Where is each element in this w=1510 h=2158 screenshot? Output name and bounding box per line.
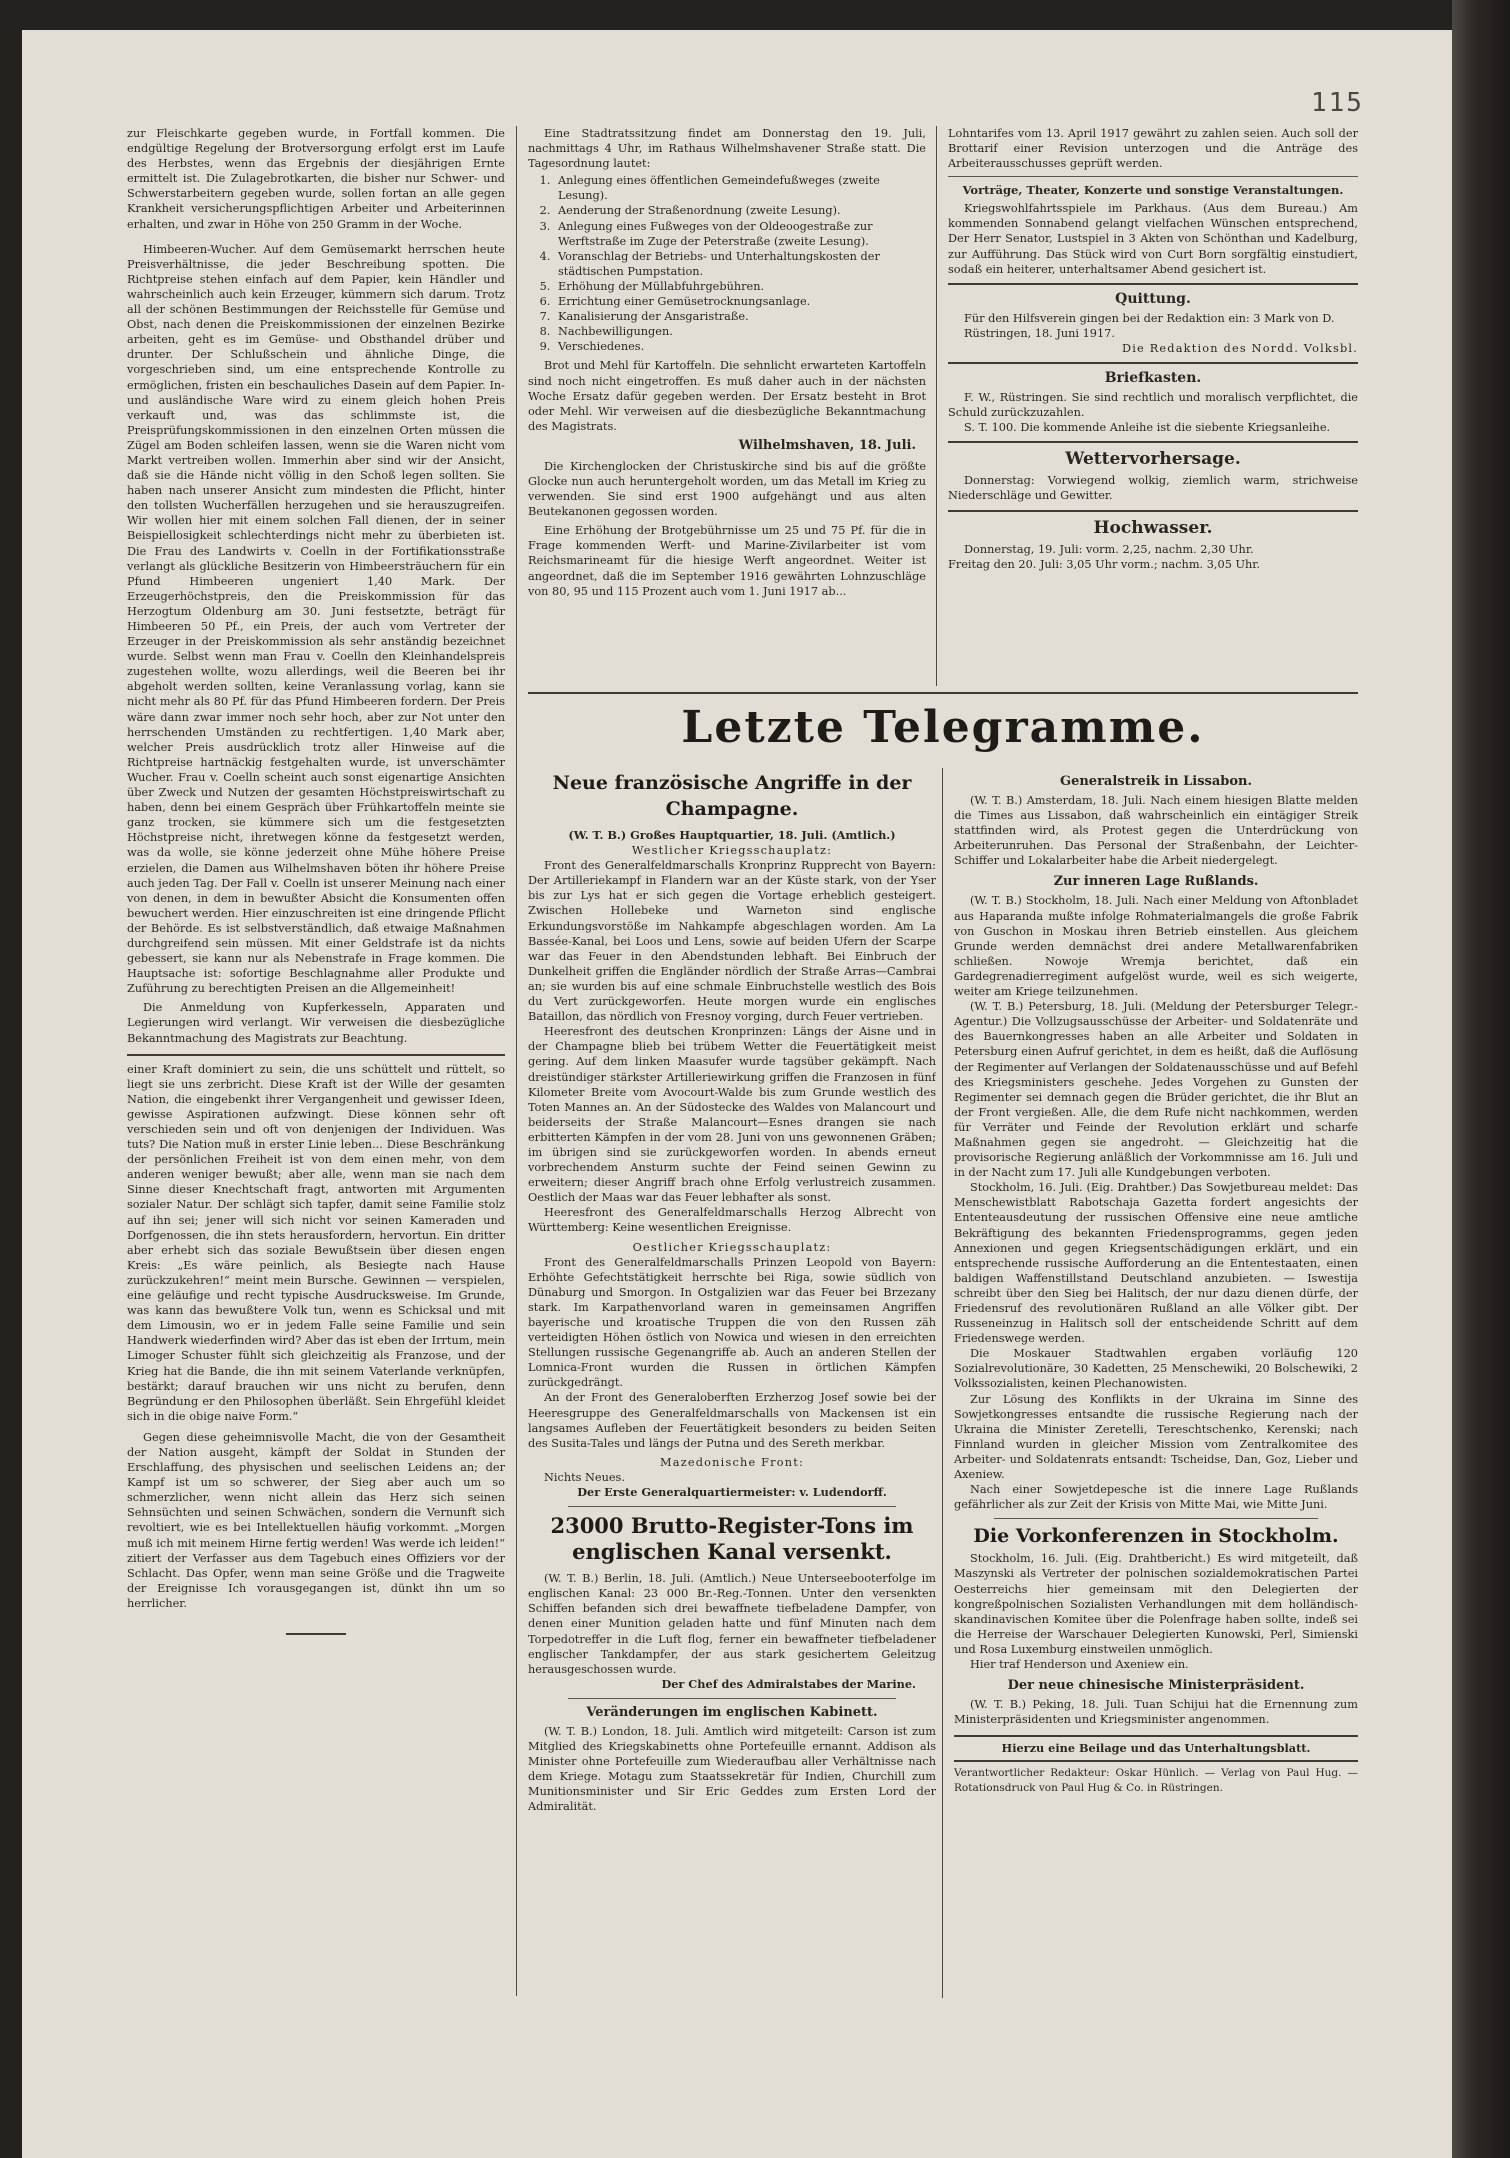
column-divider <box>127 1054 505 1056</box>
receipt-heading: Quittung. <box>1115 290 1191 307</box>
column-rule-1 <box>516 126 517 1996</box>
letterbox-heading: Briefkasten. <box>1104 370 1202 387</box>
uboat-headline: 23000 Brutto-Register-Tons im englischen Kanal versenkt. <box>550 1513 914 1565</box>
rule <box>948 176 1358 177</box>
column-local-news <box>127 126 505 1966</box>
rule <box>568 1506 896 1507</box>
rule <box>994 1518 1318 1519</box>
ukraine-conflict-report: Zur Lösung des Konflikts in der Ukraina im Sinne des Sowjetkongresses entsandte die russische Regierung nach der Ukraina die Minister Zeretelli, Tereschtschenko, Kerenski; nach Finnland wurden in gleicher Mission vom Zentralkomitee des Arbeiter- und Soldatenrats entsandt: Tscheidse, Dan, Goz, Lieber und Axeniew. <box>954 1392 1358 1482</box>
bread-regulation-paragraph: zur Fleischkarte gegeben wurde, in Fortfall kommen. Die endgültige Regelung der Brotversorgung erfolgt erst im Laufe des Herbstes, wenn das Ergebnis der diesjährigen Ernte ermittelt ist. Die Zulagebrotkarten, die bisher nur Schwer- und Schwerstarbeitern gegeben wurde, sollen fortan an alle gegen Krankheit versicherungspflichtigen Arbeiter und Arbeiterinnen erhalten, und zwar in Höhe von 250 Gramm in der Woche. <box>127 127 505 231</box>
receipt-text: Für den Hilfsverein gingen bei der Redaktion ein: 3 Mark von D. <box>964 311 1335 325</box>
stockholm-conferences-report: Stockholm, 16. Juli. (Eig. Drahtbericht.) Es wird mitgeteilt, daß Maszynski als Vertreter der polnischen sozialdemokratischen Partei Oesterreichs hier gemeinsam mit den Delegierten der kongreßpolnischen Sozialisten Verhandlungen mit dem holländisch-skandinavischen Komitee über die Polenfrage haben sollte, indeß sei die Herreise der Warschauer Delegierten Kunowski, Perl, Simienski und Rosa Luxemburg einstweilen unmöglich. <box>954 1552 1358 1656</box>
chinese-premier-report: (W. T. B.) Peking, 18. Juli. Tuan Schijui hat die Ernennung zum Ministerpräsidenten und Kriegsminister angenommen. <box>954 1698 1358 1727</box>
russia-situation-headline: Zur inneren Lage Rußlands. <box>1053 874 1259 890</box>
albrecht-front-report: Heeresfront des Generalfeldmarschalls Herzog Albrecht von Württemberg: Keine wesentlichen Ereignisse. <box>528 1206 936 1235</box>
page-number: 115 <box>1311 88 1364 118</box>
council-meeting-intro: Eine Stadtratssitzung findet am Donnerstag den 19. Juli, nachmittags 4 Uhr, im Rathaus Wilhelmshavener Straße statt. Die Tagesordnung lautet: <box>528 127 926 171</box>
macedonian-front-report: Nichts Neues. <box>544 1470 625 1484</box>
council-agenda-list <box>528 173 926 354</box>
chinese-premier-headline: Der neue chinesische Ministerpräsident. <box>1007 1678 1305 1694</box>
dateline-wilhelmshaven: Wilhelmshaven, 18. Juli. <box>738 437 916 453</box>
newspaper-page <box>22 30 1452 2158</box>
lisbon-strike-report: (W. T. B.) Amsterdam, 18. Juli. Nach einem hiesigen Blatte melden die Times aus Lissabon, daß wahrscheinlich ein eintägiger Streik stattfinden wird, als Protest gegen die Unterdrückung von Arbeiterunruhen. Das Personal der Straßenbahn, der Leichter-Schiffer und Lokalarbeiter habe die Arbeit niedergelegt. <box>954 794 1358 868</box>
agenda-item: 9. Verschiedenes. <box>554 339 926 354</box>
western-front-heading: Westlicher Kriegsschauplatz: <box>631 844 833 858</box>
agenda-item: 5. Erhöhung der Müllabfuhrgebühren. <box>554 279 926 294</box>
high-tide-friday: Freitag den 20. Juli: 3,05 Uhr vorm.; nachm. 3,05 Uhr. <box>948 557 1261 571</box>
champagne-headline: Neue französische Angriffe in der Champagne. <box>552 772 912 820</box>
events-heading: Vorträge, Theater, Konzerte und sonstige Veranstaltungen. <box>962 183 1344 198</box>
moscow-elections-report: Die Moskauer Stadtwahlen ergaben vorläufig 120 Sozialrevolutionäre, 30 Kadetten, 25 Menschewiki, 20 Bolschewiki, 2 Volkssozialisten, keinen Plechanowisten. <box>954 1347 1358 1391</box>
rule <box>568 1698 896 1699</box>
soviet-dispatch-report: Nach einer Sowjetdepesche ist die innere Lage Rußlands gefährlicher als zur Zeit der Krisis von Mitte Mai, wie Mitte Juni. <box>954 1483 1358 1512</box>
macedonian-front-heading: Mazedonische Front: <box>660 1455 804 1469</box>
agenda-item: 4. Voranschlag der Betriebs- und Unterhaltungskosten der städtischen Pumpstation. <box>554 249 926 279</box>
agenda-item: 6. Errichtung einer Gemüsetrocknungsanlage. <box>554 294 926 309</box>
receipt-signature: Die Redaktion des Nordd. Volksbl. <box>1121 341 1358 355</box>
agenda-item: 2. Aenderung der Straßenordnung (zweite Lesung). <box>554 203 926 218</box>
crown-prince-front-report: Heeresfront des deutschen Kronprinzen: Längs der Aisne und in der Champagne blieb bei trübem Wetter die Feuertätigkeit meist gering. Auf dem linken Maasufer wurde tagsüber gekämpft. Nach dreistündiger stärkster Artilleriewirkung griffen die Franzosen in fünf Kilometer Breite vom Avocourt-Walde bis zum Grunde westlich des Toten Mannes an. An der Südostecke des Waldes von Malancourt und beiderseits der Straße Malancourt—Esnes drangen sie nach erbitterten Kämpfen in der vom 28. Juni von uns gewonnenen Gräben; im übrigen sind sie zurückgeworfen worden. In abends erneut vorbrechendem Ansturm suchte der Feind seinen Gewinn zu erweitern; dieser Angriff brach ohne Erfolg verlustreich zusammen. Oestlich der Maas war das Feuer lebhafter als sonst. <box>528 1025 936 1205</box>
stockholm-conferences-headline: Die Vorkonferenzen in Stockholm. <box>973 1525 1339 1548</box>
cabinet-changes-headline: Veränderungen im englischen Kabinett. <box>586 1704 878 1720</box>
scan-top-border <box>0 0 1510 30</box>
henderson-arrival-report: Hier traf Henderson und Axeniew ein. <box>970 1657 1189 1671</box>
rule <box>948 283 1358 285</box>
weather-forecast: Donnerstag: Vorwiegend wolkig, ziemlich warm, strichweise Niederschläge und Gewitter. <box>948 474 1358 503</box>
receipt-place: Rüstringen, 18. Juni 1917. <box>964 326 1115 340</box>
church-bells-notice: Die Kirchenglocken der Christuskirche sind bis auf die größte Glocke nun auch heruntergeholt worden, um das Metall im Krieg zu verwenden. Sie sind erst 1900 aufgehängt und aus alten Beutekanonen gegossen worden. <box>528 459 926 519</box>
rule <box>948 510 1358 512</box>
column-announcements <box>948 126 1358 686</box>
column-city-council <box>528 126 926 686</box>
feuilleton-paragraph-2: Gegen diese geheimnisvolle Macht, die von der Gesamtheit der Nation ausgeht, kämpft der Soldat in Stunden der Erschlaffung, des physischen und seelischen Leidens an; der Kampf ist um so schwerer, der Sieg aber auch um so schmerzlicher, wenn nicht allein das Herz sich seinen Sehnsüchten und seinen Schwächen, sondern die Vernunft sich revoltiert, wie es bei Intellektuellen häufig vorkommt. „Morgen muß ich mit meinem Hirne fertig werden! Was werde ich leiden!“ zitiert der Verfasser aus dem Tagebuch eines Offiziers vor der Schlacht. Das Opfer, wenn man seine Größe und die Tragweite der Ereignisse Ich vorausgegangen ist, dünkt ihn um so herrlicher. <box>127 1430 505 1610</box>
rule <box>954 1760 1358 1762</box>
feuilleton-paragraph-1: einer Kraft dominiert zu sein, die uns schüttelt und rüttelt, so liegt sie uns zerbricht. Diese Kraft ist der Wille der gesamten Nation, die eingebenkt ihrer Vergangenheit und gewisser Ideen, gewisse Aspirationen aufzwingt. Diese können sehr oft verschieden sein und oft von denjenigen der Individuen. Was tuts? Die Nation muß in erster Linie leben... Diese Beschränkung der persönlichen Freiheit ist von dem einen mehr, von dem anderen weniger bewußt; aber alle, wenn man sie nach dem Sinne dieser Knechtschaft fragt, antworten mit Argumenten sozialer Natur. Der schlägt sich tapfer, damit seine Familie stolz auf ihn sei; jener will sich nicht vor seinen Kameraden und Dorfgenossen, die ihn stets herausfordern, hervortun. Ein dritter aber erhebt sich das soziale Bewußtsein über diesen engen Kreis: „Es wäre peinlich, als Besiegte nach Hause zurückzukehren!“ meint mein Bursche. Gewinnen — verspielen, eine geläufige und recht typische Ausdrucksweise. Im Grunde, was kann das bewußtere Volk tun, wenn es Schicksal und mit dem Limousin, wo er in jedem Falle seine Familie und sein Handwerk wiederfinden wird? Aber das ist eben der Irrtum, mein Limoger Schuster fühlt sich gleichzeitig als Franzose, und der Krieg hat die Bande, die ihn mit seinem Vaterlande verknüpfen, bestärkt; darauf brauchen wir uns nicht zu berufen, denn Begründung er den Philosophen überläßt. Sein Ehrgefühl kleidet sich in die obige naive Form.“ <box>127 1062 505 1423</box>
josef-front-report: An der Front des Generaloberften Erzherzog Josef sowie bei der Heeresgruppe des Generalfeldmarschalls von Mackensen ist ein langsames Aufleben der Feuertätigkeit besonders zu beiden Seiten des Susita-Tales und längs der Putna und des Sereth merkbar. <box>528 1391 936 1450</box>
events-paragraph: Kriegswohlfahrtsspiele im Parkhaus. (Aus dem Bureau.) Am kommenden Sonnabend gelangt vielfachen Wünschen entsprechend, Der Herr Senator, Lustspiel in 3 Akten von Schönthan und Kadelburg, zur Aufführung. Das Stück wird von Curt Born sorgfältig einstudiert, sodaß ein heiterer, unterhaltsamer Abend gesichert ist. <box>948 202 1358 276</box>
high-tide-heading: Hochwasser. <box>1093 517 1213 538</box>
bread-allowance-notice: Eine Erhöhung der Brotgebührnisse um 25 und 75 Pf. für die in Frage kommenden Werft- und Marine-Zivilarbeiter ist vom Reichsmarineamt für die hiesige Werft angeordnet. Weiter ist angeordnet, daß die im September 1916 gewährten Lohnzuschläge von 80, 95 und 115 Prozent auch vom 1. Juni 1917 ab... <box>528 524 926 598</box>
agenda-item: 1. Anlegung eines öffentlichen Gemeindefußweges (zweite Lesung). <box>554 173 926 203</box>
telegrams-top-rule <box>528 692 1358 694</box>
rupprecht-front-report: Front des Generalfeldmarschalls Kronprinz Rupprecht von Bayern: Der Artilleriekampf in Flandern war an der Küste stark, von der Yser bis zur Lys hat er sich gegen die Vortage erheblich gesteigert. Zwischen Hollebeke und Warneton sind englische Erkundungsvorstöße im Nahkampfe abgeschlagen worden. Am La Bassée-Kanal, bei Loos und Lens, sowie auf beiden Ufern der Scarpe war das Feuer in den Abendstunden lebhaft. Bei Einbruch der Dunkelheit griffen die Engländer nördlich der Straße Arras—Cambrai an; sie wurden bis auf eine schmale Einbruchstelle westlich des Bois du Vert zurückgeworfen. Heute morgen wurde ein englisches Bataillon, das nördlich von Fresnoy vorging, durch Feuer vertrieben. <box>528 859 936 1024</box>
supplement-notice: Hierzu eine Beilage und das Unterhaltungsblatt. <box>1001 1741 1311 1756</box>
scan-binding-edge <box>1452 0 1510 2158</box>
agenda-item: 7. Kanalisierung der Ansgaristraße. <box>554 309 926 324</box>
end-rule <box>286 1633 346 1635</box>
cabinet-changes-report: (W. T. B.) London, 18. Juli. Amtlich wird mitgeteilt: Carson ist zum Mitglied des Kriegskabinetts ohne Portefeuille ernannt. Addison als Minister ohne Portefeuille zum Wiederaufbau aller Verhältnisse nach dem Kriege. Motagu zum Staatssekretär für Indien, Churchill zum Munitionsminister und Sir Eric Geddes zum Ersten Lord der Admiralität. <box>528 1724 936 1814</box>
letterbox-reply-1: F. W., Rüstringen. Sie sind rechtlich und moralisch verpflichtet, die Schuld zurückzuzahlen. <box>948 391 1358 420</box>
admiralty-signature: Der Chef des Admiralstabes der Marine. <box>661 1676 916 1691</box>
column-rule-2 <box>936 126 937 686</box>
eastern-front-heading: Oestlicher Kriegsschauplatz: <box>632 1240 832 1254</box>
lisbon-strike-headline: Generalstreik in Lissabon. <box>1059 774 1253 789</box>
high-tide-thursday: Donnerstag, 19. Juli: vorm. 2,25, nachm. 2,30 Uhr. <box>964 542 1254 556</box>
ludendorff-signature: Der Erste Generalquartiermeister: v. Ludendorff. <box>577 1485 887 1500</box>
weather-heading: Wettervorhersage. <box>1065 449 1241 470</box>
bread-flour-notice: Brot und Mehl für Kartoffeln. Die sehnlicht erwarteten Kartoffeln sind noch nicht eingetroffen. Es muß daher auch in der nächsten Woche Ersatz dafür gegeben werden. Der Ersatz besteht in Brot oder Mehl. Wir verweisen auf die diesbezügliche Bekanntmachung des Magistrats. <box>528 359 926 433</box>
telegrams-headline: Letzte Telegramme. <box>681 702 1205 753</box>
petersburg-report: (W. T. B.) Petersburg, 18. Juli. (Meldung der Petersburger Telegr.-Agentur.) Die Vollzugsausschüsse der Arbeiter- und Soldatenräte und des Bauernkongresses haben an alle Arbeiter und Soldaten in Petersburg einen Aufruf gerichtet, in dem es heißt, daß die Auflösung der Regimenter auf Verlangen der Soldatenausschüsse und auf Befehl des Kriegsministers geschehe. Jedes Vorgehen zu Gunsten der Regimenter sei demnach gegen die Brüder gerichtet, die ihr Blut an der Front vergießen. Alle, die dem Rufe nicht nachkommen, werden für Verräter und Feinde der Revolution erklärt und scharfe Maßnahmen gegen sie angedroht. — Gleichzeitig hat die provisorische Regierung anläßlich der Vorkommnisse am 16. Juli und in der Nacht zum 17. Juli alle Kundgebungen verboten. <box>954 1000 1358 1180</box>
telegrams-right-column <box>954 768 1358 1998</box>
letterbox-reply-2: S. T. 100. Die kommende Anleihe ist die siebente Kriegsanleihe. <box>964 421 1331 435</box>
wage-tariff-paragraph: Lohntarifes vom 13. April 1917 gewährt zu zahlen seien. Auch soll der Brottarif einer Revision unterzogen und die Anträge des Arbeiterausschusses geprüft werden. <box>948 127 1358 171</box>
stockholm-report-1: (W. T. B.) Stockholm, 18. Juli. Nach einer Meldung von Aftonbladet aus Haparanda mußte infolge Rohmaterialmangels die große Fabrik von Guschon in Moskau ihren Betrieb einstellen. Aus gleichem Grunde werden demnächst drei andere Metallwarenfabriken schließen. Nowoje Wremja berichtet, daß ein Gardegrenadierregiment aufgelöst wurde, weil es sich weigerte, weiter am Kriege teilzunehmen. <box>954 894 1358 999</box>
army-hq-dateline: (W. T. B.) Großes Hauptquartier, 18. Juli. (Amtlich.) <box>568 828 896 842</box>
agenda-item: 3. Anlegung eines Fußweges von der Oldeoogestraße zur Werftstraße im Zuge der Peterstraße (zweite Lesung). <box>554 219 926 249</box>
rule <box>954 1735 1358 1737</box>
telegrams-left-column <box>528 768 936 1998</box>
agenda-item: 8. Nachbewilligungen. <box>554 324 926 339</box>
stockholm-report-2: Stockholm, 16. Juli. (Eig. Drahtber.) Das Sowjetbureau meldet: Das Menschewistblatt Rabotschaja Gazetta fordert angesichts der Ententeausdeutung der russischen Offensive eine neue amtliche Bekräftigung des bekannten Friedensprogramms, gegen jeden Annexionen und gegen Kriegsentschädigungen erklärt, und ein entsprechende russische Aufforderung an die Ententestaaten, einen baldigen Waffenstillstand Deutschland anzubieten. — Iswestija schreibt über den Sieg bei Halitsch, der nur dazu dienen dürfe, der Friedensruf des revolutionären Rußland an alle Völker gibt. Der Russeneinzug in Halitsch soll der entscheidende Schritt auf dem Friedenswege werden. <box>954 1181 1358 1346</box>
copper-registration-notice: Die Anmeldung von Kupferkesseln, Apparaten und Legierungen wird verlangt. Wir verweisen die diesbezügliche Bekanntmachung des Magistrats zur Beachtung. <box>127 1001 505 1045</box>
imprint: Verantwortlicher Redakteur: Oskar Hünlich. — Verlag von Paul Hug. — Rotationsdruck von Paul Hug & Co. in Rüstringen. <box>954 1767 1358 1795</box>
column-rule-3 <box>942 768 943 1998</box>
raspberry-usury-article: Himbeeren-Wucher. Auf dem Gemüsemarkt herrschen heute Preisverhältnisse, die jeder Beschreibung spotten. Die Richtpreise stehen einfach auf dem Papier, kein Händler und wahrscheinlich auch kein Erzeuger, kümmern sich darum. Trotz all der schönen Bestimmungen der Reichsstelle für Gemüse und Obst, nach denen die Preiskommissionen der einzelnen Bezirke arbeiten, geht es im Gemüse- und Obsthandel drüber und drunter. Der Schlußschein und ähnliche Dinge, die vorgeschrieben sind, um eine entsprechende Kontrolle zu ermöglichen, fristen ein beschauliches Dasein auf dem Papier. In- und ausländische Ware wird zu einem gleich hohen Preis verkauft und, was das schlimmste ist, die Preisprüfungskommissionen in den einzelnen Orten müssen die Zügel am Boden schleifen lassen, wenn sie die Waren nicht vom Markt vertreiben wollen. Immerhin aber sind wir der Ansicht, daß sie die Hände nicht völlig in den Schoß legen sollten. Sie haben nach unserer Ansicht zum mindesten die Pflicht, hinter den tollsten Wucherfällen herzugehen und sie herauszugreifen. Wir wollen hier mit einem solchen Fall dienen, der in seiner Beispiellosigkeit schlechterdings nicht mehr zu überbieten ist. Die Frau des Landwirts v. Coelln in der Fortifikationsstraße verlangt als glückliche Besitzerin von Himbeersträuchern für ein Pfund Himbeeren ungeniert 1,40 Mark. Der Erzeugerhöchstpreis, den die Preiskommission für das Herzogtum Oldenburg am 30. Juni festsetzte, beträgt für Himbeeren 50 Pf., ein Preis, der auch vom Vertreter der Erzeuger in der Preiskommission als sehr anständig bezeichnet wurde. Selbst wenn man Frau v. Coelln den Kleinhandelspreis zugestehen wollte, wozu allerdings, weil die Beeren bei ihr abgeholt werden sollten, keine Veranlassung vorlag, kann sie nicht mehr als 80 Pf. für das Pfund Himbeeren fordern. Der Preis wäre dann zwar immer noch sehr hoch, aber zur Not unter den herrschenden Umständen zu rechtfertigen. 1,40 Mark aber, welcher Preis ausdrücklich trotz aller Hinweise auf die Richtpreise hartnäckig festgehalten wurde, ist unverschämter Wucher. Frau v. Coelln scheint auch sonst eigenartige Ansichten über Zweck und Nutzen der gesamten Höchstpreiswirtschaft zu haben, denn bei einem Gespräch über Frühkartoffeln meinte sie ganz trocken, sie kümmere sich um die festgesetzten Höchstpreise nicht, ihretwegen könne da festgesetzt werden, was da wolle, sie könne jederzeit ohne Mühe höhere Preise erzielen, die Damen aus Wilhelmshaven böten ihr höhere Preise auch jeden Tag. Der Fall v. Coelln ist unserer Meinung nach einer von denen, in dem in bewußter Absicht die Konsumenten offen bewuchert werden. Hier einzuschreiten ist eine dringende Pflicht der Behörde. Es ist selbstverständlich, daß etwaige Maßnahmen durchgreifend sein müssen. Mit einer Geldstrafe ist da nichts gebessert, sie kann nur als Nebenstrafe in Frage kommen. Die Hauptsache ist: sofortige Beschlagnahme aller Produkte und Zuführung zu berechtigten Preisen an die Allgemeinheit! <box>127 242 505 996</box>
rule <box>948 441 1358 443</box>
leopold-front-report: Front des Generalfeldmarschalls Prinzen Leopold von Bayern: Erhöhte Gefechtstätigkeit herrschte bei Riga, sowie südlich von Dünaburg und Smorgon. In Ostgalizien war das Feuer bei Brzezany stark. Im Karpathenvorland waren in gemeinsamen Angriffen bayerische und kroatische Truppen die von den Russen zäh verteidigten Höhen östlich von Nowica und wiesen in den erreichten Stellungen russische Gegenangriffe ab. Auch an anderen Stellen der Lomnica-Front wurden die Russen in örtlichen Kämpfen zurückgedrängt. <box>528 1255 936 1390</box>
rule <box>948 362 1358 364</box>
uboat-report: (W. T. B.) Berlin, 18. Juli. (Amtlich.) Neue Unterseebooterfolge im englischen Kanal: 23 000 Br.-Reg.-Tonnen. Unter den versenkten Schiffen befanden sich drei bewaffnete tiefbeladene Dampfer, von denen einer Munition geladen hatte und fünf Minuten nach dem Torpedotreffer in die Luft flog, ferner ein bewaffneter tiefbeladener englischer Tankdampfer, der aus stark gesichertem Geleitzug herausgeschossen wurde. <box>528 1572 936 1676</box>
